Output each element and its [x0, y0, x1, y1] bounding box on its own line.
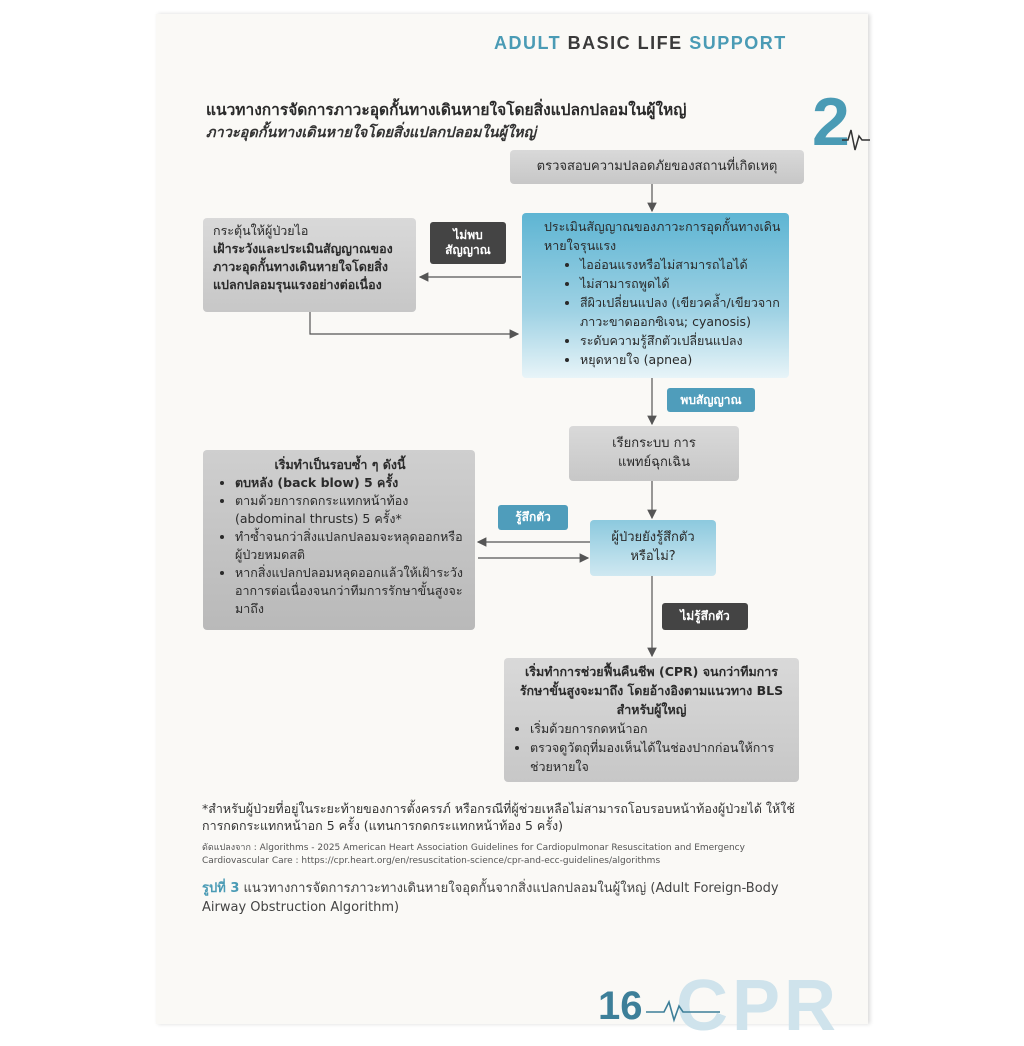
signs-found-tag: พบสัญญาณ	[667, 388, 755, 412]
section-subtitle: ภาวะอุดกั้นทางเดินหายใจโดยสิ่งแปลกปลอมในผู้ใหญ่	[206, 125, 536, 141]
repeat-item: • ตบหลัง (back blow) 5 ครั้ง	[235, 474, 465, 492]
assess-item: • หยุดหายใจ (apnea)	[580, 350, 781, 369]
source-citation: ดัดแปลงจาก : Algorithms - 2025 American Heart Association Guidelines for Cardiopulmonar Resuscitation and Emergency Cardiovascular Care : https://cpr.heart.org/en/resuscitation-science/cpr-and-ecc-guidelines/algorithms	[202, 843, 745, 866]
assess-signs-box	[522, 213, 789, 378]
page-number: 16	[598, 984, 643, 1028]
still-conscious-question: ผู้ป่วยยังรู้สึกตัว หรือไม่?	[590, 520, 716, 576]
heartbeat-icon	[842, 118, 870, 158]
encourage-line1: กระตุ้นให้ผู้ป่วยไอ	[213, 223, 309, 238]
repeat-title: เริ่มทำเป็นรอบซ้ำ ๆ ดังนี้	[274, 457, 406, 472]
header-word-support: SUPPORT	[689, 33, 787, 53]
start-cpr-box	[504, 658, 799, 782]
assess-title: ประเมินสัญญาณของภาวะการอุดกั้นทางเดินหายใจรุนแรง	[544, 219, 781, 253]
assess-item: • ไม่สามารถพูดได้	[580, 274, 781, 293]
heartbeat-line-icon	[646, 994, 720, 1024]
header-word-basic-life: BASIC LIFE	[567, 33, 683, 53]
cpr-item: • ตรวจดูวัตถุที่มองเห็นได้ในช่องปากก่อนให้การช่วยหายใจ	[530, 738, 789, 776]
figure-caption-text: แนวทางการจัดการภาวะทางเดินหายใจอุดกั้นจากสิ่งแปลกปลอมในผู้ใหญ่ (Adult Foreign-Body Airway Obstruction Algorithm)	[202, 881, 779, 915]
cpr-watermark: CPR	[676, 966, 841, 1046]
assess-item: • สีผิวเปลี่ยนแปลง (เขียวคล้ำ/เขียวจากภาวะขาดออกซิเจน; cyanosis)	[580, 293, 781, 331]
chapter-number: 2	[812, 84, 850, 160]
no-signs-tag: ไม่พบ สัญญาณ	[430, 222, 506, 264]
call-ems-box: เรียกระบบ การแพทย์ฉุกเฉิน	[569, 426, 739, 481]
encourage-cough-box	[203, 218, 416, 312]
repeat-cycle-box	[203, 450, 475, 630]
header-word-adult: ADULT	[494, 33, 562, 53]
conscious-tag: รู้สึกตัว	[498, 505, 568, 530]
repeat-item: • ทำซ้ำจนกว่าสิ่งแปลกปลอมจะหลุดออกหรือผู้ป่วยหมดสติ	[235, 528, 465, 564]
check-scene-box: ตรวจสอบความปลอดภัยของสถานที่เกิดเหตุ	[510, 150, 804, 184]
assess-item: • ระดับความรู้สึกตัวเปลี่ยนแปลง	[580, 331, 781, 350]
unconscious-tag: ไม่รู้สึกตัว	[662, 603, 748, 630]
section-title: แนวทางการจัดการภาวะอุดกั้นทางเดินหายใจโดยสิ่งแปลกปลอมในผู้ใหญ่	[206, 101, 687, 119]
repeat-item: • ตามด้วยการกดกระแทกหน้าท้อง (abdominal thrusts) 5 ครั้ง*	[235, 492, 465, 528]
figure-caption	[202, 879, 802, 917]
assess-item: • ไออ่อนแรงหรือไม่สามารถไอได้	[580, 255, 781, 274]
cpr-title: เริ่มทำการช่วยฟื้นคืนชีพ (CPR) จนกว่าทีมการรักษาขั้นสูงจะมาถึง โดยอ้างอิงตามแนวทาง BLS สำหรับผู้ใหญ่	[519, 664, 784, 717]
repeat-item: • หากสิ่งแปลกปลอมหลุดออกแล้วให้เฝ้าระวังอาการต่อเนื่องจนกว่าทีมการรักษาขั้นสูงจะมาถึง	[235, 564, 465, 618]
figure-label: รูปที่ 3	[202, 881, 240, 896]
footnote: *สำหรับผู้ป่วยที่อยู่ในระยะท้ายของการตั้งครรภ์ หรือกรณีที่ผู้ช่วยเหลือไม่สามารถโอบรอบหน้าท้องผู้ป่วยได้ ให้ใช้การกดกระแทกหน้าอก 5 ครั้ง (แทนการกดกระแทกหน้าท้อง 5 ครั้ง)	[202, 801, 795, 833]
running-header	[494, 33, 787, 54]
encourage-line2: เฝ้าระวังและประเมินสัญญาณของภาวะอุดกั้นทางเดินหายใจโดยสิ่งแปลกปลอมรุนแรงอย่างต่อเนื่อง	[213, 241, 393, 292]
cpr-item: • เริ่มด้วยการกดหน้าอก	[530, 719, 789, 738]
